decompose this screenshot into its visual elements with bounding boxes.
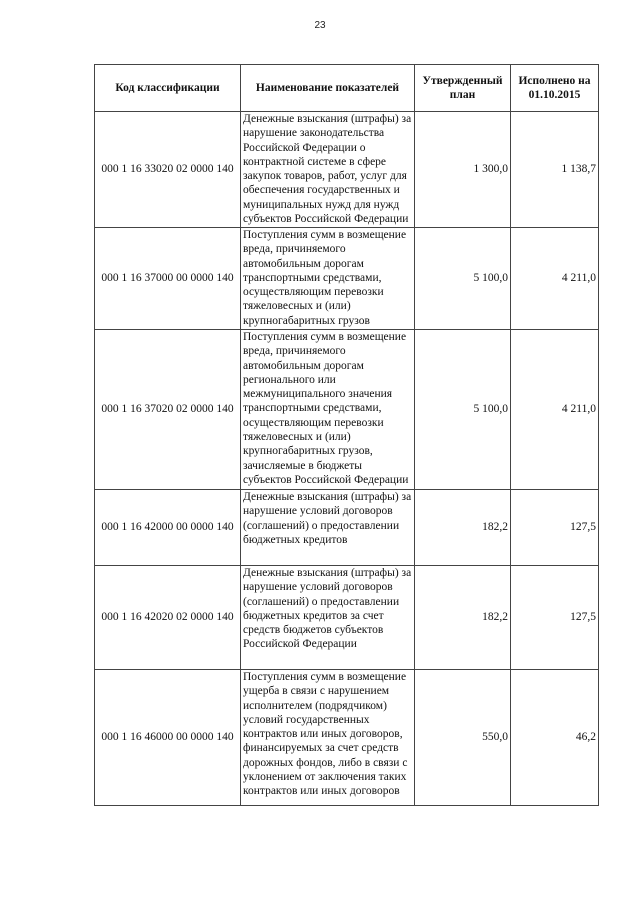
table-row <box>95 330 599 490</box>
table-row <box>95 228 599 330</box>
row-plan: 182,2 <box>415 566 511 670</box>
row-plan: 5 100,0 <box>415 330 511 490</box>
row-done: 127,5 <box>511 490 599 566</box>
table-row <box>95 490 599 566</box>
table-row <box>95 112 599 228</box>
page-number: 23 <box>314 20 326 31</box>
header-plan: Утвержденный план <box>415 65 511 112</box>
row-done: 4 211,0 <box>511 330 599 490</box>
row-plan: 550,0 <box>415 670 511 806</box>
header-name: Наименование показателей <box>241 65 415 112</box>
row-name: Поступления сумм в возмещение ущерба в связи с нарушением исполнителем (подрядчиком) условий государственных контрактов или иных договоров, финансируемых за счет средств дорожных фондов, либо в связи с уклонением от заключения таких контрактов или иных договоров <box>241 670 415 806</box>
row-plan: 1 300,0 <box>415 112 511 228</box>
row-code: 000 1 16 33020 02 0000 140 <box>95 112 241 228</box>
header-done: Исполнено на 01.10.2015 <box>511 65 599 112</box>
row-name: Денежные взыскания (штрафы) за нарушение условий договоров (соглашений) о предоставлении бюджетных кредитов <box>241 490 415 566</box>
row-name: Денежные взыскания (штрафы) за нарушение условий договоров (соглашений) о предоставлении бюджетных кредитов за счет средств бюджетов субъектов Российской Федерации <box>241 566 415 670</box>
row-code: 000 1 16 37020 02 0000 140 <box>95 330 241 490</box>
row-done: 127,5 <box>511 566 599 670</box>
header-row <box>95 65 599 112</box>
row-done: 46,2 <box>511 670 599 806</box>
row-name: Поступления сумм в возмещение вреда, причиняемого автомобильным дорогам регионального или межмуниципального значения транспортными средствами, осуществляющим перевозки тяжеловесных и (или) крупногабаритных грузов, зачисляемые в бюджеты субъектов Российской Федерации <box>241 330 415 490</box>
row-done: 1 138,7 <box>511 112 599 228</box>
table-header <box>95 65 599 112</box>
row-plan: 182,2 <box>415 490 511 566</box>
header-code: Код классификации <box>95 65 241 112</box>
row-code: 000 1 16 46000 00 0000 140 <box>95 670 241 806</box>
row-plan: 5 100,0 <box>415 228 511 330</box>
row-code: 000 1 16 42020 02 0000 140 <box>95 566 241 670</box>
row-code: 000 1 16 42000 00 0000 140 <box>95 490 241 566</box>
row-code: 000 1 16 37000 00 0000 140 <box>95 228 241 330</box>
table-row <box>95 566 599 670</box>
revenue-table <box>94 64 599 806</box>
table-body <box>95 112 599 806</box>
table-row <box>95 670 599 806</box>
row-name: Денежные взыскания (штрафы) за нарушение законодательства Российской Федерации о контрактной системе в сфере закупок товаров, работ, услуг для обеспечения государственных и муниципальных нужд для нужд субъектов Российской Федерации <box>241 112 415 228</box>
row-done: 4 211,0 <box>511 228 599 330</box>
row-name: Поступления сумм в возмещение вреда, причиняемого автомобильным дорогам транспортными средствами, осуществляющим перевозки тяжеловесных и (или) крупногабаритных грузов <box>241 228 415 330</box>
